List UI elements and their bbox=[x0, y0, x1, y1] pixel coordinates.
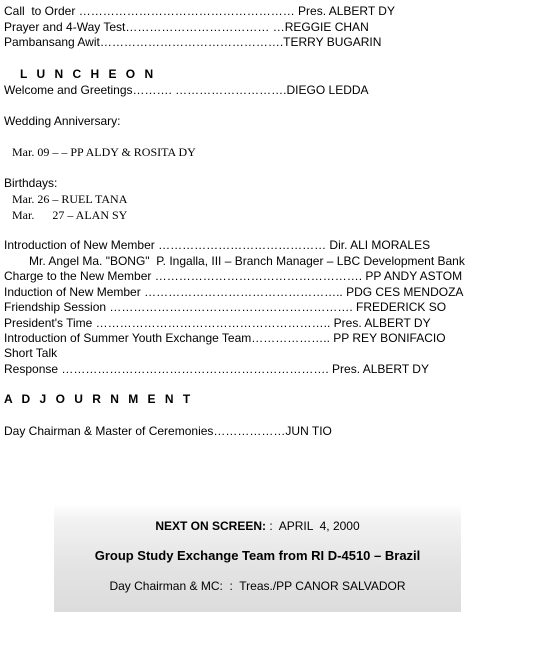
anniversary-entry: Mar. 09 – – PP ALDY & ROSITA DY bbox=[12, 145, 196, 159]
birthday-entry-2: Mar. 27 – ALAN SY bbox=[12, 208, 128, 222]
intro-summer-line: Introduction of Summer Youth Exchange Team……………….. PP REY BONIFACIO bbox=[4, 331, 446, 345]
next-on-screen-box bbox=[54, 504, 461, 612]
next-on-screen-line bbox=[54, 519, 461, 533]
birthdays-heading: Birthdays: bbox=[4, 176, 58, 190]
short-talk-line: Short Talk bbox=[4, 346, 58, 360]
anthem-line: Pambansang Awit……………………………………….TERRY BUGARIN bbox=[4, 35, 382, 49]
call-to-order-line: Call to Order ……………………………………………… Pres. ALBERT DY bbox=[4, 4, 395, 18]
presidents-time-line: President's Time ………………………………………………….. Pres. ALBERT DY bbox=[4, 316, 431, 330]
charge-line: Charge to the New Member ……………………………………………. PP ANDY ASTOM bbox=[4, 269, 463, 283]
next-on-screen-title: Group Study Exchange Team from RI D-4510 – Brazil bbox=[94, 548, 421, 563]
welcome-line: Welcome and Greetings………. ……………………….DIEGO LEDDA bbox=[4, 83, 369, 97]
luncheon-heading: L U N C H E O N bbox=[20, 67, 157, 81]
intro-member-line: Introduction of New Member …………………………………… Dir. ALI MORALES bbox=[4, 238, 431, 252]
day-chairman-line: Day Chairman & Master of Ceremonies………………JUN TIO bbox=[4, 424, 332, 438]
next-on-screen-chairman: Day Chairman & MC: : Treas./PP CANOR SALVADOR bbox=[109, 579, 406, 593]
response-line: Response …………………………………………………………. Pres. ALBERT DY bbox=[4, 362, 429, 376]
new-member-name: Mr. Angel Ma. "BONG" P. Ingalla, III – Branch Manager – LBC Development Bank bbox=[29, 254, 465, 268]
birthday-entry-1: Mar. 26 – RUEL TANA bbox=[12, 192, 128, 206]
adjournment-heading: A D J O U R N M E N T bbox=[4, 392, 194, 406]
friendship-line: Friendship Session ……………………………………………………. FREDERICK SO bbox=[4, 300, 447, 314]
anniversary-heading: Wedding Anniversary: bbox=[4, 114, 121, 128]
next-on-screen-date: : APRIL 4, 2000 bbox=[266, 519, 360, 533]
next-on-screen-label: NEXT ON SCREEN: bbox=[155, 519, 267, 533]
prayer-line: Prayer and 4-Way Test……………………………… …REGGIE CHAN bbox=[4, 20, 369, 34]
induction-line: Induction of New Member ………………………………………….. PDG CES MENDOZA bbox=[4, 285, 464, 299]
